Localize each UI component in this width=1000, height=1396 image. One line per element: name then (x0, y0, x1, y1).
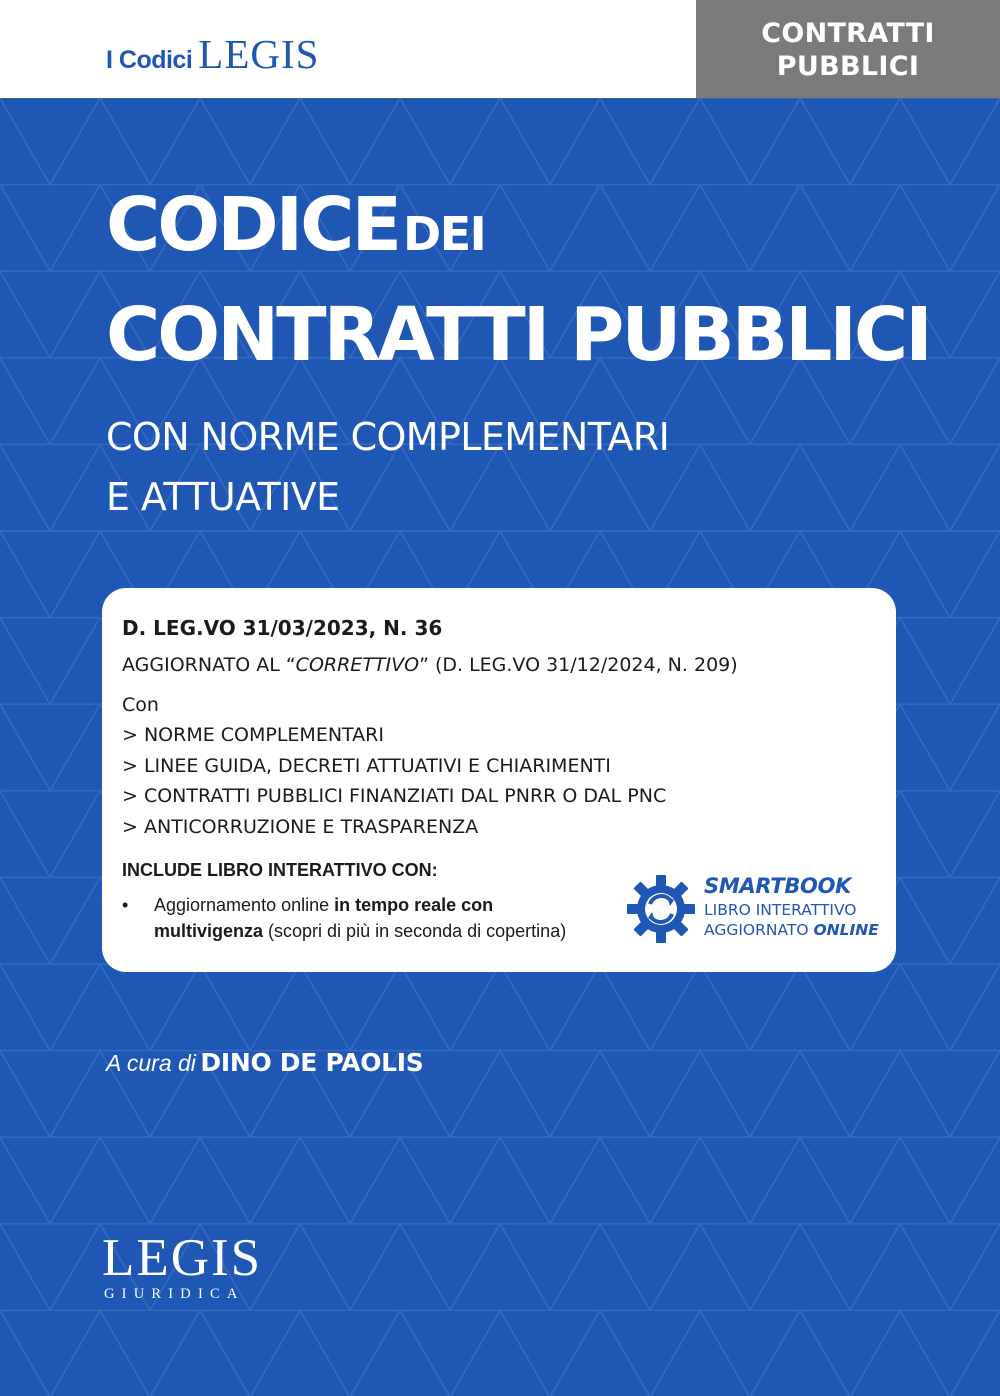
smartbook-line-2 (704, 921, 879, 939)
gear-sync-icon (626, 874, 696, 944)
include-title: INCLUDE LIBRO INTERATTIVO CON: (122, 860, 438, 880)
publisher-brand: LEGIS (102, 1229, 263, 1287)
smartbook-title: SMARTBOOK (704, 874, 852, 898)
subtitle (106, 407, 669, 527)
title-line-2: CONTRATTI PUBBLICI (106, 292, 930, 378)
series-brand: LEGIS (198, 31, 320, 77)
category-tag-line2: PUBBLICI (776, 51, 920, 82)
series-prefix: I Codici (106, 46, 193, 74)
publisher-sub: GIURIDICA (104, 1286, 245, 1302)
contents-list (122, 724, 666, 846)
list-item: > LINEE GUIDA, DECRETI ATTUATIVI E CHIARIMENTI (122, 754, 611, 777)
editor-prefix: A cura di (106, 1050, 196, 1076)
con-label: Con (122, 694, 159, 716)
editor-credit (106, 1048, 424, 1077)
category-tag-line1: CONTRATTI (761, 18, 935, 49)
publisher-logo (102, 1229, 263, 1303)
smartbook-online: ONLINE (813, 921, 879, 939)
bullet-bold: in tempo reale con multivigenza (154, 895, 494, 941)
list-item: > ANTICORRUZIONE E TRASPARENZA (122, 815, 479, 838)
editor-name: DINO DE PAOLIS (200, 1048, 424, 1077)
bullet-dot: • (122, 895, 129, 915)
law-reference: D. LEG.VO 31/03/2023, N. 36 (122, 616, 443, 640)
update-prefix: AGGIORNATO AL “ (122, 654, 296, 676)
smartbook-badge (626, 874, 886, 948)
subtitle-line-2: E ATTUATIVE (106, 475, 340, 519)
list-item: > CONTRATTI PUBBLICI FINANZIATI DAL PNRR O DAL PNC (122, 785, 667, 807)
top-bar (0, 0, 1000, 98)
title-dei: DEI (403, 207, 486, 261)
smartbook-line-1: LIBRO INTERATTIVO (704, 901, 857, 919)
smartbook-line-2-prefix: AGGIORNATO (704, 921, 814, 939)
title-line-1 (106, 182, 486, 268)
bullet-text-1: Aggiornamento online (154, 895, 335, 915)
title-main: CODICE (106, 182, 400, 268)
list-item: > NORME COMPLEMENTARI (122, 724, 384, 746)
bullet-text (122, 892, 592, 944)
info-box (102, 588, 896, 972)
category-tag (696, 0, 1000, 98)
subtitle-line-1: CON NORME COMPLEMENTARI (106, 415, 670, 459)
include-bullet (122, 892, 592, 944)
update-suffix: ” (D. LEG.VO 31/12/2024, N. 209) (419, 654, 738, 676)
bullet-text-2: (scopri di più in seconda di copertina) (263, 921, 567, 941)
update-italic: CORRETTIVO (295, 654, 420, 676)
update-note (122, 654, 738, 676)
series-logo (106, 30, 319, 78)
